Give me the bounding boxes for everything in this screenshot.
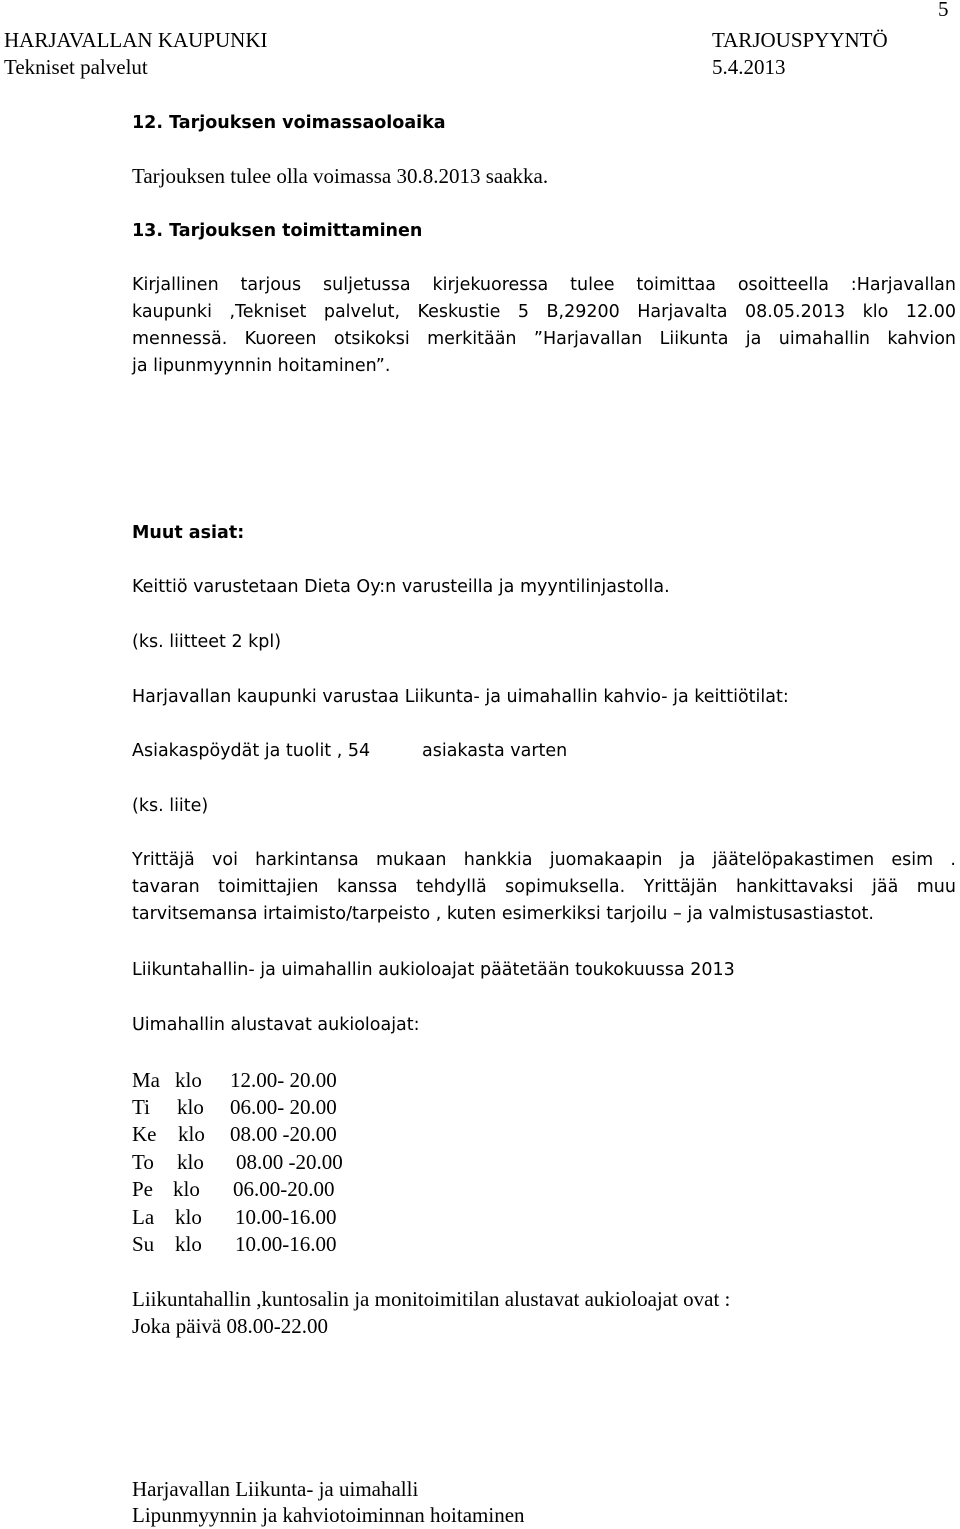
hours-day: Pe: [132, 1177, 153, 1201]
attachment-text: (ks. liite): [132, 796, 209, 816]
hours-klo: klo: [177, 1095, 204, 1119]
gym-hours-value: Joka päivä 08.00-22.00: [132, 1314, 328, 1338]
hours-klo: klo: [178, 1122, 205, 1146]
section-12-heading: 12. Tarjouksen voimassaoloaika: [132, 113, 446, 133]
hours-time: 10.00-16.00: [235, 1205, 337, 1229]
hours-row: [132, 1067, 337, 1094]
hours-row: [132, 1149, 343, 1176]
section-13-paragraph: [132, 272, 956, 380]
header-date: 5.4.2013: [712, 55, 786, 79]
tables-value: asiakasta varten: [422, 741, 568, 761]
hours-day: Su: [132, 1232, 155, 1256]
section-13-heading: 13. Tarjouksen toimittaminen: [132, 221, 423, 241]
paragraph-line: tavaran toimittajien kanssa tehdyllä sopimuksella. Yrittäjän hankittavaksi jää muu: [132, 877, 956, 897]
paragraph-line: mennessä. Kuoreen otsikoksi merkitään ”Harjavallan Liikunta ja uimahallin kahvion: [132, 329, 956, 349]
hours-day: Ti: [132, 1095, 150, 1119]
hours-day: Ke: [132, 1122, 157, 1146]
paragraph-line: kaupunki ,Tekniset palvelut, Keskustie 5 B,29200 Harjavalta 08.05.2013 klo 12.00: [132, 302, 956, 322]
header-doc-type: TARJOUSPYYNTÖ: [712, 28, 888, 52]
pool-hours-title: Uimahallin alustavat aukioloajat:: [132, 1015, 420, 1035]
hours-klo: klo: [173, 1177, 200, 1201]
opening-decided-text: Liikuntahallin- ja uimahallin aukioloajat päätetään toukokuussa 2013: [132, 960, 735, 980]
hours-time: 12.00- 20.00: [230, 1068, 337, 1092]
city-equips-text: Harjavallan kaupunki varustaa Liikunta- ja uimahallin kahvio- ja keittiötilat:: [132, 687, 789, 707]
hours-row: [132, 1094, 337, 1121]
hours-day: Ma: [132, 1068, 160, 1092]
footer-line-2: Lipunmyynnin ja kahviotoiminnan hoitaminen: [132, 1503, 525, 1527]
hours-time: 08.00 -20.00: [236, 1150, 343, 1174]
hours-time: 06.00- 20.00: [230, 1095, 337, 1119]
hours-klo: klo: [175, 1068, 202, 1092]
hours-row: [132, 1176, 335, 1203]
paragraph-line: tarvitsemansa irtaimisto/tarpeisto , kuten esimerkiksi tarjoilu – ja valmistusastiastot.: [132, 904, 874, 924]
attachments-text: (ks. liitteet 2 kpl): [132, 632, 282, 652]
paragraph-line: Kirjallinen tarjous suljetussa kirjekuoressa tulee toimittaa osoitteella :Harjavallan: [132, 275, 956, 295]
kitchen-text: Keittiö varustetaan Dieta Oy:n varusteilla ja myyntilinjastolla.: [132, 577, 670, 597]
footer-line-1: Harjavallan Liikunta- ja uimahalli: [132, 1477, 419, 1501]
hours-time: 10.00-16.00: [235, 1232, 337, 1256]
hours-klo: klo: [175, 1205, 202, 1229]
header-dept: Tekniset palvelut: [4, 55, 148, 79]
paragraph-line: ja lipunmyynnin hoitaminen”.: [132, 356, 391, 376]
hours-klo: klo: [177, 1150, 204, 1174]
gym-hours-title: Liikuntahallin ,kuntosalin ja monitoimitilan alustavat aukioloajat ovat :: [132, 1287, 731, 1311]
hours-klo: klo: [175, 1232, 202, 1256]
hours-day: La: [132, 1205, 155, 1229]
other-heading: Muut asiat:: [132, 523, 245, 543]
hours-row: [132, 1204, 337, 1231]
entrepreneur-paragraph: [132, 847, 956, 928]
hours-day: To: [132, 1150, 154, 1174]
hours-time: 08.00 -20.00: [230, 1122, 337, 1146]
page-number: 5: [938, 0, 949, 21]
header-org: HARJAVALLAN KAUPUNKI: [4, 28, 268, 52]
hours-time: 06.00-20.00: [233, 1177, 335, 1201]
tables-label: Asiakaspöydät ja tuolit , 54: [132, 741, 371, 761]
section-12-text: Tarjouksen tulee olla voimassa 30.8.2013 saakka.: [132, 164, 549, 188]
hours-row: [132, 1121, 337, 1148]
paragraph-line: Yrittäjä voi harkintansa mukaan hankkia juomakaapin ja jäätelöpakastimen esim .: [132, 850, 956, 870]
hours-row: [132, 1231, 337, 1258]
